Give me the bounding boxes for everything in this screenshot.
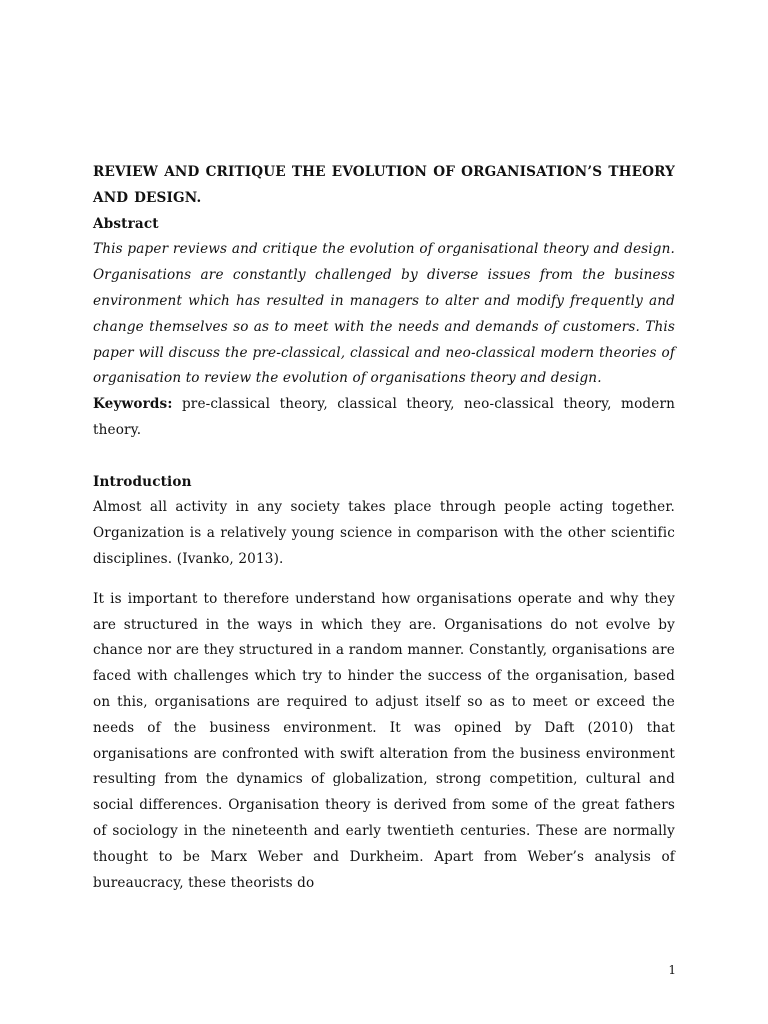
keywords-line <box>93 392 675 444</box>
introduction-heading: Introduction <box>93 473 192 490</box>
intro-paragraph-1: Almost all activity in any society takes place through people acting together. Organization is a relatively young science in comparison with the other scientific disciplines. (Ivanko, 2013). <box>93 499 675 567</box>
intro-paragraph-2: It is important to therefore understand how organisations operate and why they are structured in the ways in which they are. Organisations do not evolve by chance nor are they structured in a random manner. Constantly, organisations are faced with challenges which try to hinder the success of the organisation, based on this, organisations are required to adjust itself so as to meet or exceed the needs of the business environment. It was opined by Daft (2010) that organisations are confronted with swift alteration from the business environment resulting from the dynamics of globalization, strong competition, cultural and social differences. Organisation theory is derived from some of the great fathers of sociology in the nineteenth and early twentieth centuries. These are normally thought to be Marx Weber and Durkheim. Apart from Weber’s analysis of bureaucracy, these theorists do <box>93 590 675 891</box>
spacer <box>93 573 675 587</box>
keywords-label: Keywords: <box>93 396 173 413</box>
abstract-heading: Abstract <box>93 215 159 232</box>
document-title: REVIEW AND CRITIQUE THE EVOLUTION OF ORGANISATION’S THEORY AND DESIGN. <box>93 164 675 206</box>
abstract-text: This paper reviews and critique the evolution of organisational theory and design. Organisations are constantly challenged by diverse issues from the business environment which has resulted in managers to alter and modify frequently and change themselves so as to meet with the needs and demands of customers. This paper will discuss the pre-classical, classical and neo-classical modern theories of organisation to review the evolution of organisations theory and design. <box>93 241 675 387</box>
keywords-text: pre-classical theory, classical theory, neo-classical theory, modern theory. <box>93 396 675 438</box>
spacer <box>93 444 675 470</box>
page-number: 1 <box>668 963 676 977</box>
page-content <box>93 160 675 896</box>
